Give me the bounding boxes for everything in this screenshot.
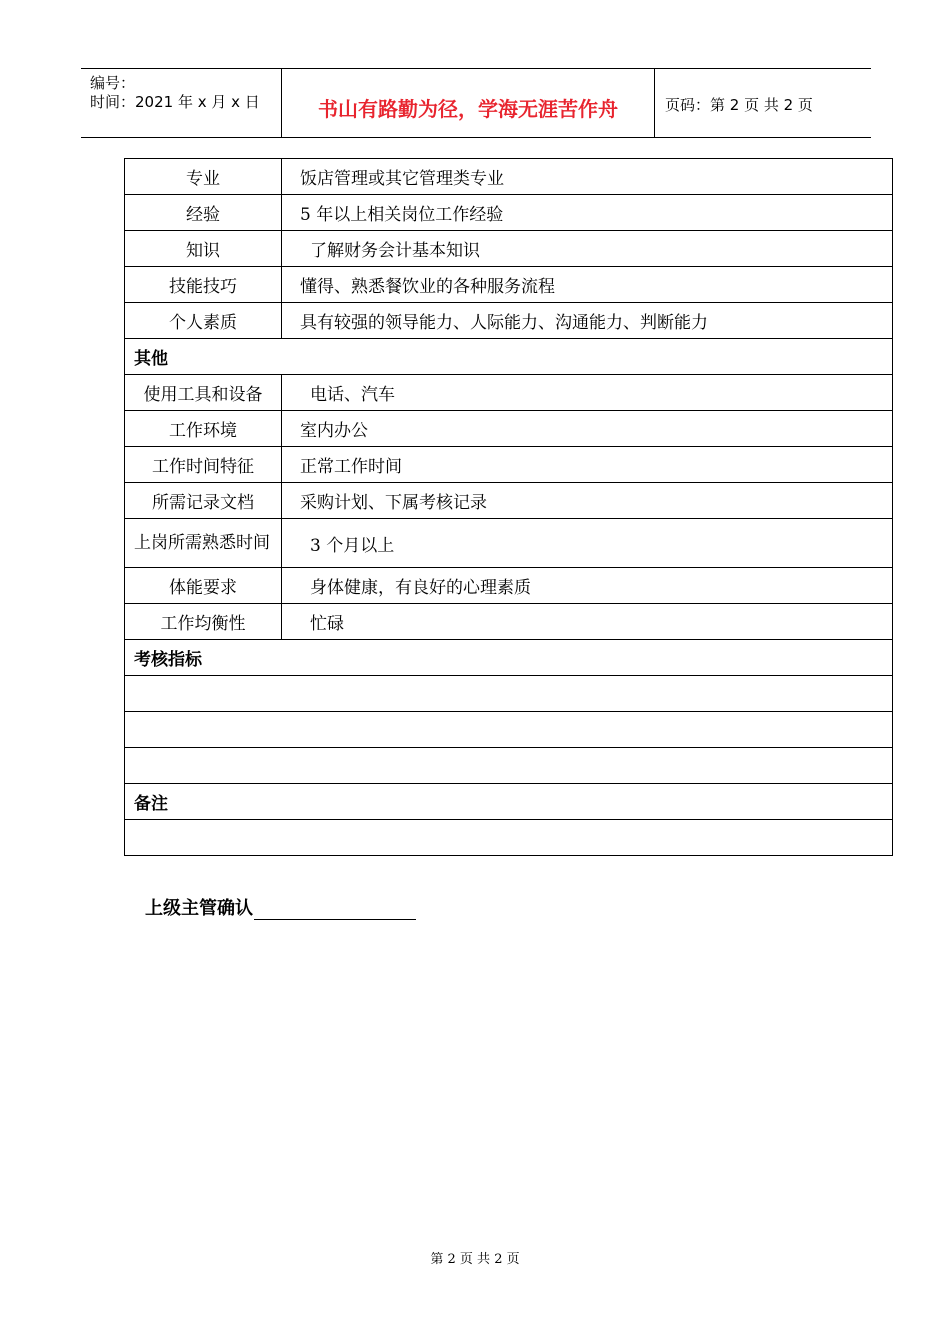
table-row [125, 568, 893, 604]
row-label: 上岗所需熟悉时间 [125, 519, 282, 568]
row-label: 技能技巧 [125, 267, 282, 303]
header-motto: 书山有路勤为径，学海无涯苦作舟 [318, 97, 618, 121]
supervisor-confirm [145, 894, 416, 920]
section-row-kpi [125, 640, 893, 676]
table-row [125, 231, 893, 267]
empty-cell [125, 676, 893, 712]
section-title-other: 其他 [125, 339, 893, 375]
row-value: 忙碌 [282, 604, 893, 640]
section-title-notes: 备注 [125, 784, 893, 820]
table-row [125, 447, 893, 483]
table-row [125, 303, 893, 339]
row-label: 工作环境 [125, 411, 282, 447]
empty-cell [125, 820, 893, 856]
signature-line [254, 899, 416, 920]
doc-code-label: 编号： [90, 74, 136, 92]
table-row [125, 267, 893, 303]
page-header [81, 68, 871, 138]
table-row [125, 604, 893, 640]
row-value: 3 个月以上 [282, 519, 893, 568]
row-value: 室内办公 [282, 411, 893, 447]
row-label: 知识 [125, 231, 282, 267]
row-label: 专业 [125, 159, 282, 195]
table-row [125, 375, 893, 411]
row-label: 工作均衡性 [125, 604, 282, 640]
row-label: 使用工具和设备 [125, 375, 282, 411]
header-motto-cell [282, 69, 655, 137]
empty-row [125, 820, 893, 856]
row-value: 饭店管理或其它管理类专业 [282, 159, 893, 195]
header-meta [81, 69, 282, 137]
table-row [125, 195, 893, 231]
row-value: 采购计划、下属考核记录 [282, 483, 893, 519]
table-row [125, 483, 893, 519]
doc-date: 时间：2021 年 x 月 x 日 [90, 93, 260, 111]
header-page-info: 页码：第 2 页 共 2 页 [665, 96, 813, 114]
empty-row [125, 748, 893, 784]
empty-row [125, 676, 893, 712]
row-value: 了解财务会计基本知识 [282, 231, 893, 267]
row-value: 具有较强的领导能力、人际能力、沟通能力、判断能力 [282, 303, 893, 339]
row-label: 经验 [125, 195, 282, 231]
row-label: 所需记录文档 [125, 483, 282, 519]
section-row-notes [125, 784, 893, 820]
empty-cell [125, 748, 893, 784]
empty-cell [125, 712, 893, 748]
row-label: 个人素质 [125, 303, 282, 339]
job-description-table [124, 158, 893, 856]
row-value: 5 年以上相关岗位工作经验 [282, 195, 893, 231]
table-row [125, 159, 893, 195]
page-footer: 第 2 页 共 2 页 [430, 1252, 520, 1267]
row-value: 电话、汽车 [282, 375, 893, 411]
row-label: 体能要求 [125, 568, 282, 604]
row-label: 工作时间特征 [125, 447, 282, 483]
row-value: 懂得、熟悉餐饮业的各种服务流程 [282, 267, 893, 303]
table-row [125, 519, 893, 568]
section-title-kpi: 考核指标 [125, 640, 893, 676]
row-value: 身体健康，有良好的心理素质 [282, 568, 893, 604]
supervisor-confirm-label: 上级主管确认 [145, 898, 253, 919]
row-value: 正常工作时间 [282, 447, 893, 483]
empty-row [125, 712, 893, 748]
table-row [125, 411, 893, 447]
header-page-cell [655, 69, 871, 137]
section-row-other [125, 339, 893, 375]
